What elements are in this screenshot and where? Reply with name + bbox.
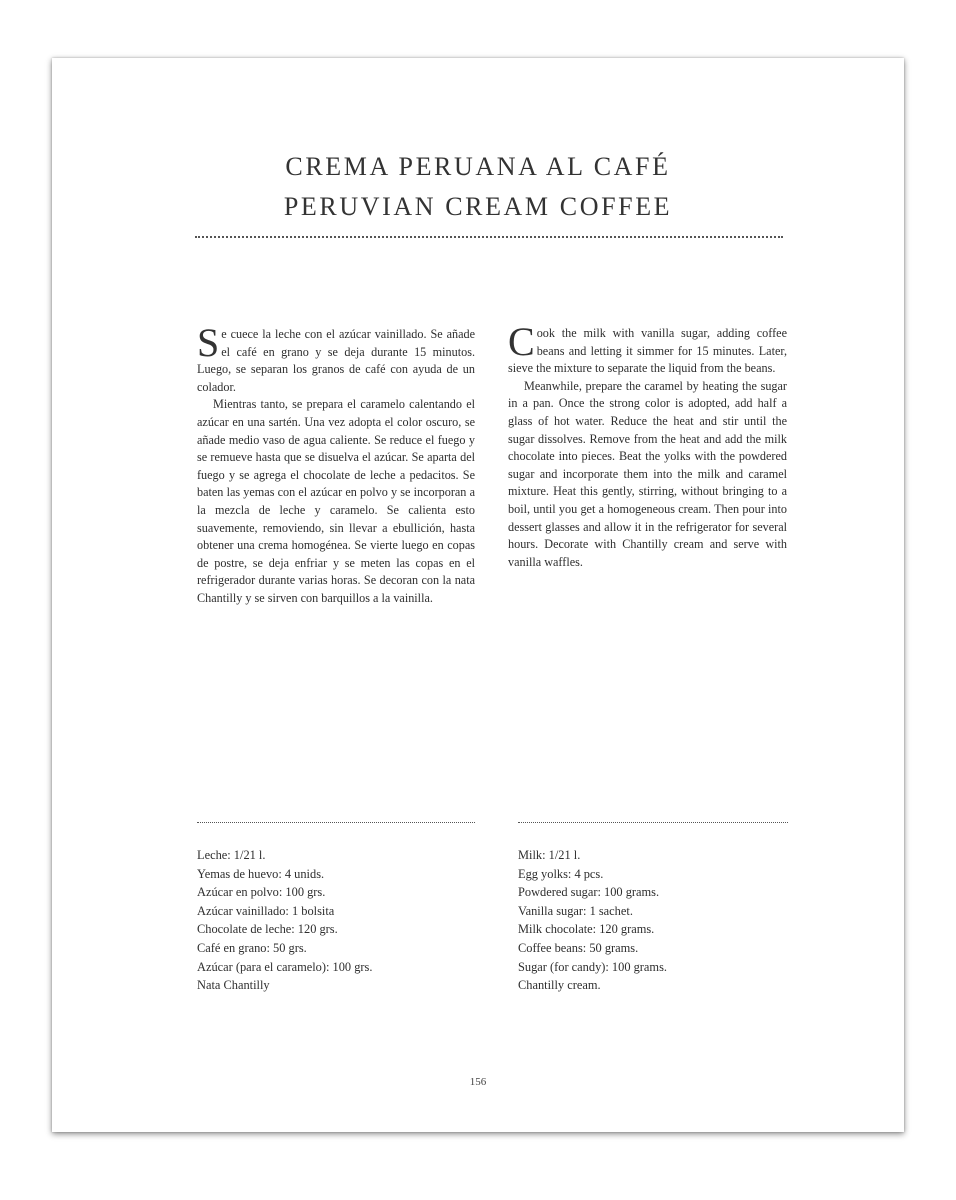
page-number: 156 (469, 1076, 487, 1088)
ingredient-item: Vanilla sugar: 1 sachet. (518, 903, 633, 918)
english-paragraph-1 (508, 319, 787, 378)
ingredient-item: Milk chocolate: 120 grams. (518, 922, 655, 937)
ingredient-item: Café en grano: 50 grs. (197, 940, 307, 955)
english-paragraph-2: Meanwhile, prepare the caramel by heating the sugar in a pan. Once the strong color is adopted, add half a glass of hot water. Reduce the heat and stir until the sugar dissolves. Remove from the heat and add the milk chocolate into pieces. Beat the yolks with the powdered sugar and incorporate them into the milk and caramel mixture. Heat this gently, stirring, without bringing to a boil, until you get a homogeneous cream. Then pour into dessert glasses and allow it in the refrigerator for several hours. Decorate with Chantilly cream and serve with vanilla waffles. (508, 378, 787, 569)
ingredient-item: Sugar (for candy): 100 grams. (518, 959, 667, 974)
title-dotted-rule (195, 236, 783, 238)
spanish-ingredients-list (197, 846, 372, 995)
ingredient-item: Nata Chantilly (197, 978, 270, 993)
ingredient-item: Leche: 1/21 l. (197, 848, 266, 862)
ingredient-item: Egg yolks: 4 pcs. (518, 866, 604, 881)
english-dropcap: C (508, 319, 535, 364)
english-ingredients-list (518, 846, 667, 995)
title-spanish: CREMA PERUANA AL CAFÉ (285, 152, 671, 181)
english-paragraph-1-text: ook the milk with vanilla sugar, adding coffee beans and letting it simmer for 15 minutes. Later, sieve the mixture to separate the liquid from the beans. (508, 326, 787, 376)
ingredient-item: Milk: 1/21 l. (518, 848, 581, 862)
ingredient-item: Coffee beans: 50 grams. (518, 940, 639, 955)
spanish-recipe-text (197, 320, 475, 608)
spanish-ingredients-rule (197, 822, 475, 823)
spanish-paragraph-1-text: e cuece la leche con el azúcar vainillado. Se añade el café en grano y se deja durante 15 minutos. Luego, se separan los granos de café con ayuda de un colador. (197, 327, 475, 394)
ingredient-item: Chantilly cream. (518, 978, 601, 993)
ingredient-item: Azúcar en polvo: 100 grs. (197, 885, 326, 900)
book-page (52, 58, 904, 1132)
spanish-paragraph-2: Mientras tanto, se prepara el caramelo calentando el azúcar en una sartén. Una vez adopta el color oscuro, se añade medio vaso de agua caliente. Se reduce el fuego y se remueve hasta que se disuelva el azúcar. Se aparta del fuego y se agrega el chocolate de leche a pedacitos. Se baten las yemas con el azúcar en polvo y se incorporan a la mezcla de leche y caramelo. Se calienta esto suavemente, removiendo, sin llevar a ebullición, hasta obtener una crema homogénea. Se vierte luego en copas de postre, se deja enfriar y se meten las copas en el refrigerador durante varias horas. Se decoran con la nata Chantilly y se sirven con barquillos a la vainilla. (197, 397, 475, 605)
spanish-paragraph-1 (197, 320, 475, 396)
english-recipe-text (508, 319, 787, 571)
ingredient-item: Azúcar (para el caramelo): 100 grs. (197, 959, 373, 974)
spanish-dropcap: S (197, 320, 220, 365)
title-english: PERUVIAN CREAM COFFEE (283, 192, 673, 221)
ingredient-item: Yemas de huevo: 4 unids. (197, 866, 325, 881)
ingredient-item: Powdered sugar: 100 grams. (518, 885, 660, 900)
ingredient-item: Azúcar vainillado: 1 bolsita (197, 903, 335, 918)
english-ingredients-rule (518, 822, 788, 823)
ingredient-item: Chocolate de leche: 120 grs. (197, 922, 338, 937)
